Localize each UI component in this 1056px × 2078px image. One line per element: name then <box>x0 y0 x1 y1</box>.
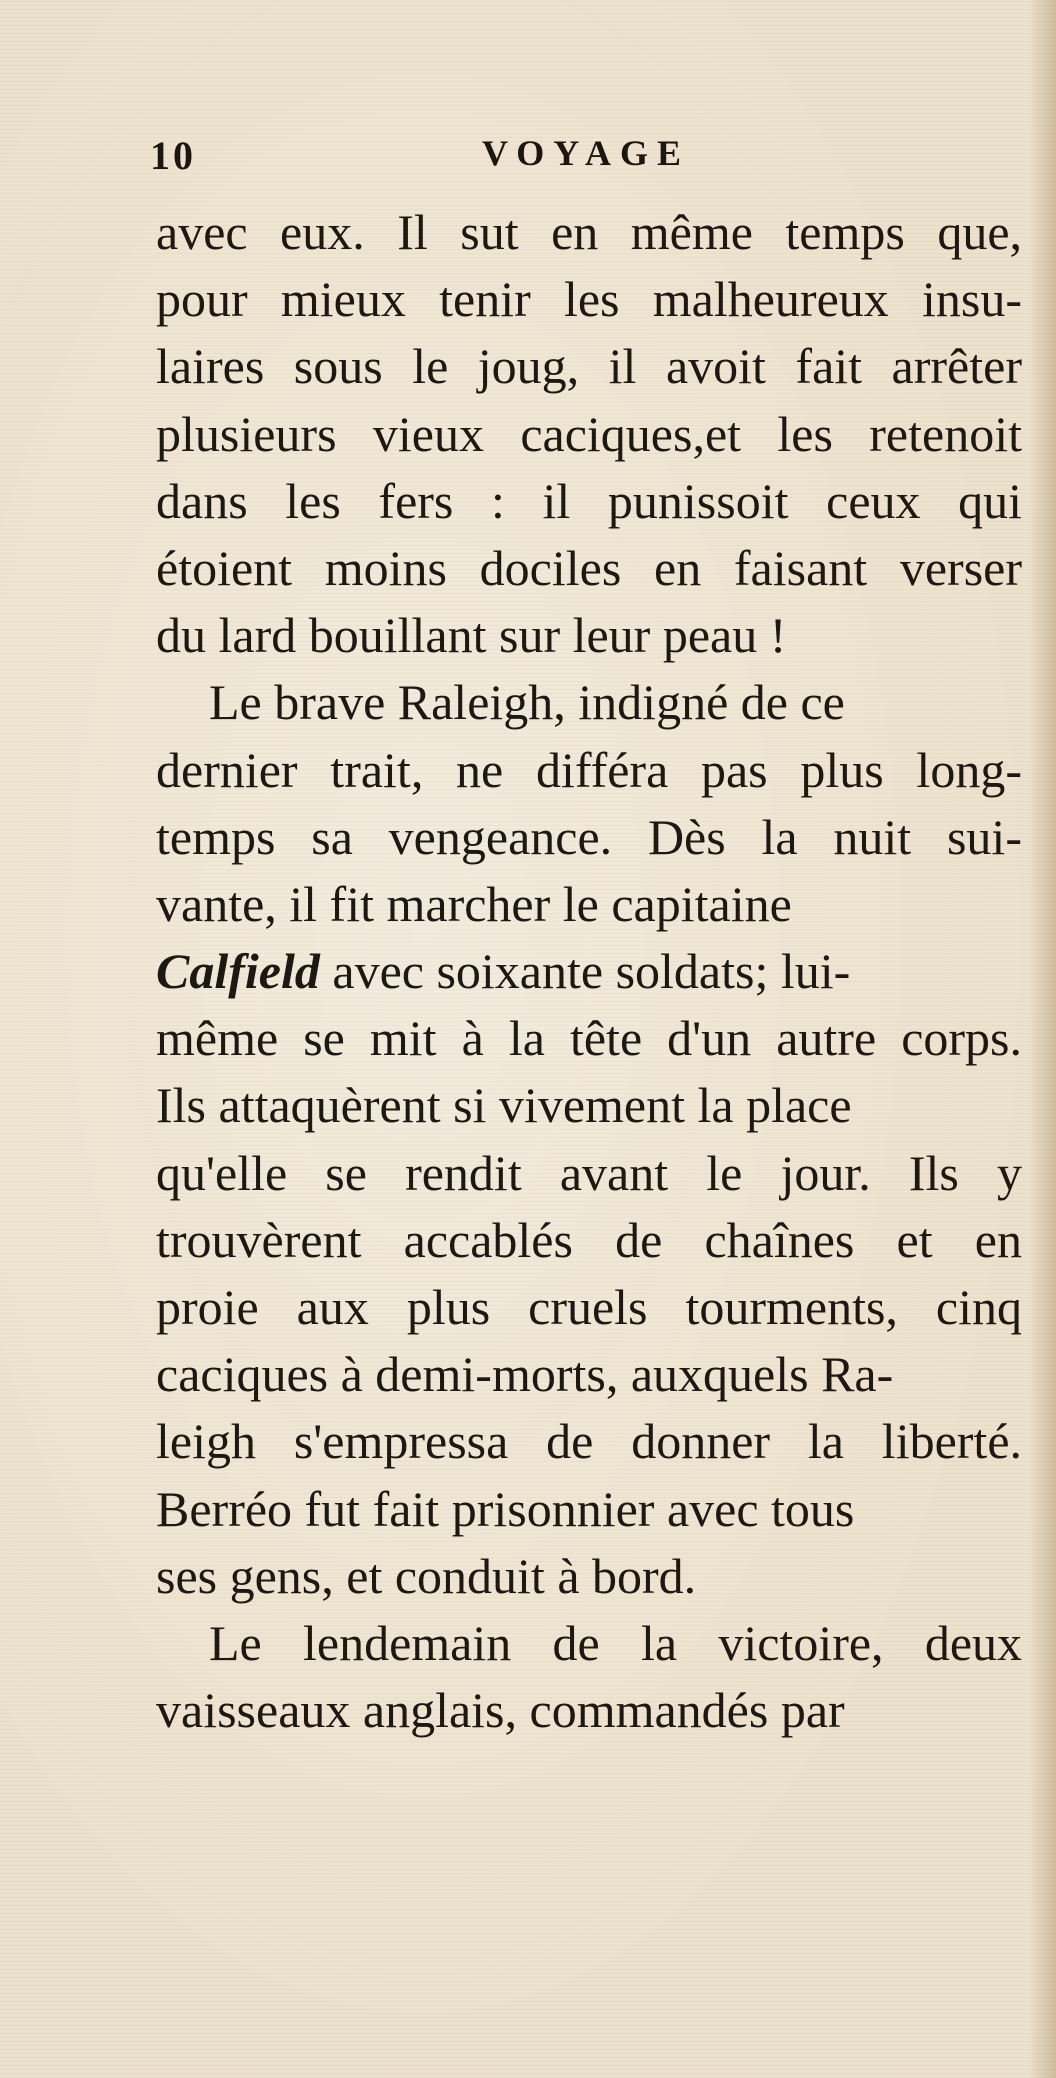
page-header <box>150 132 1050 182</box>
body-text <box>156 199 1036 1744</box>
text-line: vante, il fit marcher le capitaine <box>156 875 792 932</box>
text-line: qu'elle se rendit avant le jour. Ils y <box>156 1144 1023 1201</box>
text-line: proie aux plus cruels tourments, cinq <box>156 1279 1022 1335</box>
text-line: même se mit à la tête d'un autre corps. <box>156 1010 1022 1067</box>
text-line: Ils attaquèrent si vivement la place <box>156 1077 852 1134</box>
paragraph-start-line: Le lendemain de la victoire, deux <box>209 1614 1023 1671</box>
running-head: VOYAGE <box>482 133 690 173</box>
paragraph-start-line: Le brave Raleigh, indigné de ce <box>209 674 845 731</box>
text-line: temps sa vengeance. Dès la nuit sui- <box>156 808 1022 865</box>
text-line: Calfield avec soixante soldats; lui- <box>156 938 1036 1005</box>
text-line: caciques à demi-morts, auxquels Ra- <box>156 1346 894 1403</box>
text-line: du lard bouillant sur leur peau ! <box>156 607 787 664</box>
text-line: laires sous le joug, il avoit fait arrêter <box>156 338 1022 395</box>
italic-name: Calfield <box>156 943 320 1000</box>
text-line: avec eux. Il sut en même temps que, <box>156 204 1023 260</box>
text-line: trouvèrent accablés de chaînes et en <box>156 1211 1022 1268</box>
text-line: pour mieux tenir les malheureux insu- <box>156 271 1023 328</box>
text-line: dans les fers : il punissoit ceux qui <box>156 472 1023 529</box>
text-line: dernier trait, ne différa pas plus long- <box>156 741 1022 798</box>
page-number: 10 <box>150 133 196 178</box>
text-line: leigh s'empressa de donner la liberté. <box>156 1413 1023 1470</box>
text-line: plusieurs vieux caciques,et les retenoit <box>156 405 1022 462</box>
text-line: étoient moins dociles en faisant verser <box>156 539 1022 596</box>
text-line: Berréo fut fait prisonnier avec tous <box>156 1480 855 1537</box>
text-line: vaisseaux anglais, commandés par <box>156 1682 845 1739</box>
text-line: ses gens, et conduit à bord. <box>156 1547 697 1604</box>
